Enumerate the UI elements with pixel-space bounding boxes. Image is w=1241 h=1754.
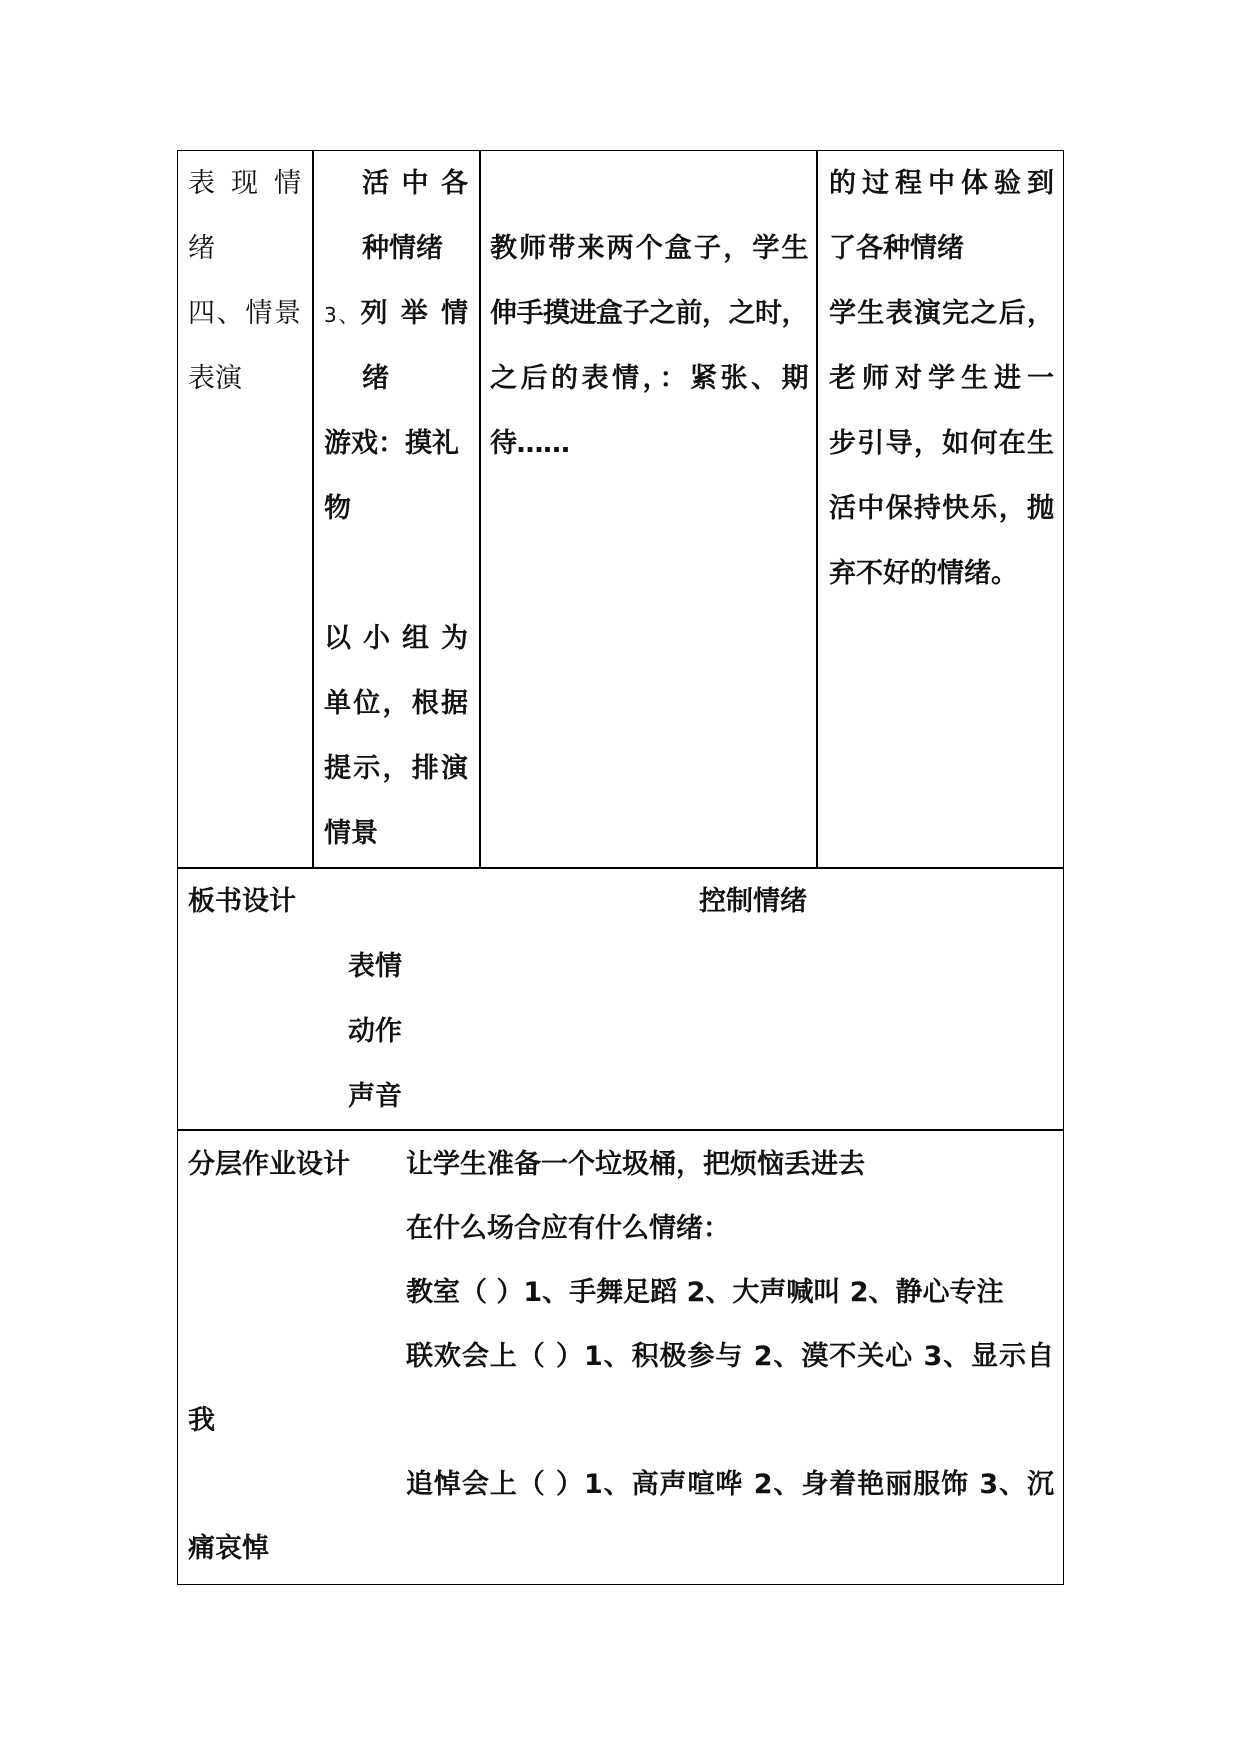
activity-line: 活 中 各: [362, 168, 468, 199]
activity-line: 绪: [362, 363, 389, 394]
process-line: 待……: [490, 428, 570, 459]
intent-line: 弃不好的情绪。: [829, 558, 1018, 589]
step-line: 绪: [188, 233, 215, 264]
board-design-item: 表情: [348, 951, 402, 982]
blank-line: [324, 541, 468, 606]
process-line: 教师带来两个盒子，学生: [490, 233, 808, 264]
column-divider: [479, 150, 481, 867]
column-divider: [312, 150, 314, 867]
activity-cell: [324, 151, 468, 866]
step-line: 表 现 情: [188, 168, 301, 199]
board-design-item: 动作: [348, 1016, 402, 1047]
process-cell: [490, 151, 808, 476]
list-number: 3、: [324, 303, 361, 327]
step-line: 表演: [188, 363, 242, 394]
intent-line: 活中保持快乐，抛: [829, 493, 1054, 524]
process-line: 伸手摸进盒子之前，之时，: [490, 298, 808, 329]
homework-section: [188, 1133, 1054, 1581]
homework-line: 让学生准备一个垃圾桶，把烦恼丢进去: [406, 1149, 865, 1180]
board-design-label: 板书设计: [188, 886, 296, 917]
activity-line: 游戏：摸礼: [324, 428, 459, 459]
activity-line: 情景: [324, 818, 378, 849]
activity-line: 单位，根据: [324, 688, 468, 719]
homework-line: 我: [188, 1405, 215, 1436]
activity-line: [324, 281, 468, 346]
column-divider: [816, 150, 818, 867]
intent-line: 的过程中体验到: [829, 168, 1054, 199]
row-divider: [177, 1129, 1064, 1131]
homework-line: 痛哀悼: [188, 1533, 269, 1564]
activity-line: 种情绪: [362, 233, 443, 264]
step-cell: [188, 151, 301, 411]
board-design-title: 控制情绪: [699, 886, 807, 917]
homework-label: 分层作业设计: [188, 1149, 350, 1180]
homework-line: 教室（ ）1、手舞足蹈 2、大声喊叫 2、静心专注: [406, 1277, 1004, 1308]
blank-line: [490, 151, 808, 216]
process-line: 之后的表情，：紧张、期: [490, 363, 808, 394]
intent-line: 步引导，如何在生: [829, 428, 1054, 459]
intent-line: 学生表演完之后，: [829, 298, 1054, 329]
homework-line: 在什么场合应有什么情绪：: [406, 1213, 730, 1244]
homework-line: 追悼会上（ ）1、高声喧哗 2、身着艳丽服饰 3、沉: [406, 1469, 1054, 1500]
intent-line: 了各种情绪: [829, 233, 964, 264]
intent-cell: [829, 151, 1054, 606]
activity-line: 以 小 组 为: [324, 623, 468, 654]
step-line: 四、情景: [188, 298, 301, 329]
intent-line: 老师对学生进一: [829, 363, 1054, 394]
row-divider: [177, 867, 1064, 869]
activity-line: 物: [324, 493, 351, 524]
activity-line-text: 列 举 情: [360, 298, 468, 329]
homework-line: 联欢会上（ ）1、积极参与 2、漠不关心 3、显示自: [406, 1341, 1054, 1372]
activity-line: 提示，排演: [324, 753, 468, 784]
board-design-item: 声音: [348, 1081, 402, 1112]
